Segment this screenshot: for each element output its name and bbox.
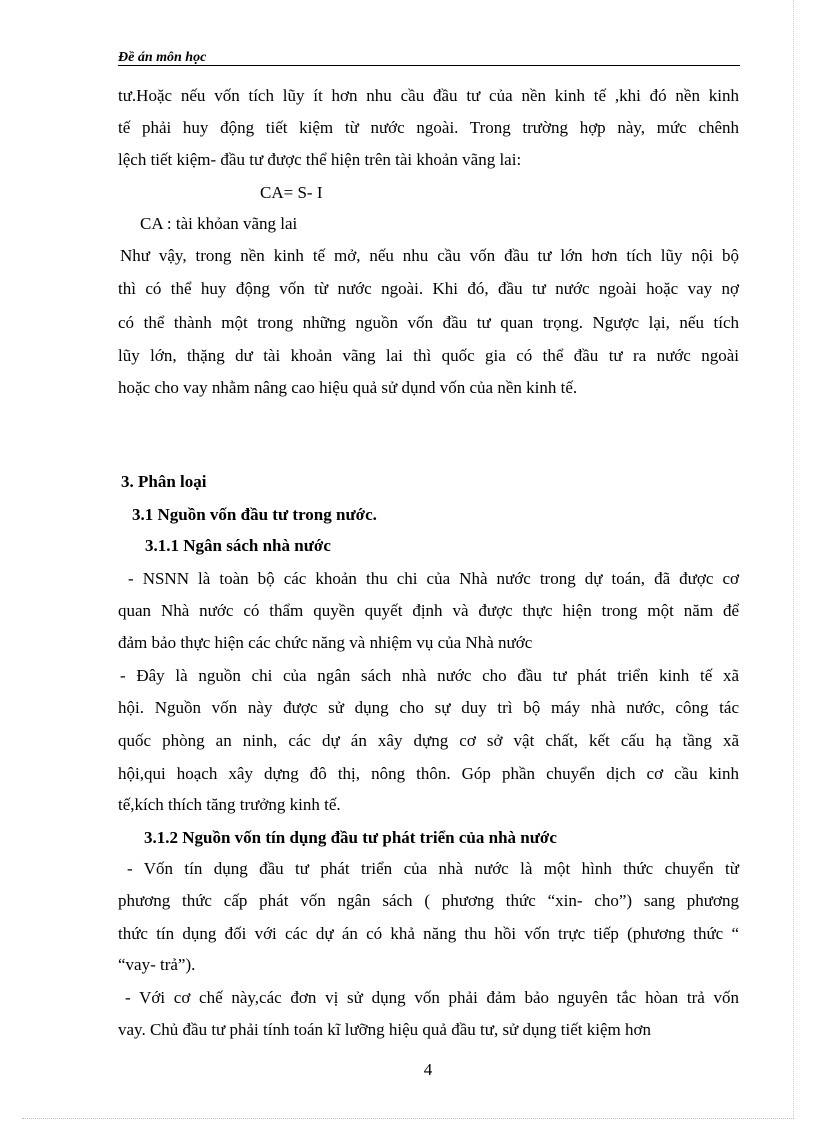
body-line: - Với cơ chế này,các đơn vị sử dụng vốn phải đảm bảo nguyên tắc hòan trả vốn bbox=[125, 988, 739, 1007]
body-line: - NSNN là toàn bộ các khoản thu chi của Nhà nước trong dự toán, đã được cơ bbox=[128, 569, 739, 588]
body-line: tế phải huy động tiết kiệm từ nước ngoài. Trong trường hợp này, mức chênh bbox=[118, 118, 739, 137]
subsubsection-heading: 3.1.2 Nguồn vốn tín dụng đầu tư phát triển của nhà nước bbox=[144, 828, 557, 847]
body-line: phương thức cấp phát vốn ngân sách ( phương thức “xin- cho”) sang phương bbox=[118, 891, 739, 910]
page-edge-dotted-rule bbox=[22, 1118, 794, 1119]
body-line: - Đây là nguồn chi của ngân sách nhà nước cho đầu tư phát triển kinh tế xã bbox=[120, 666, 739, 685]
page-edge-dotted-rule-vertical bbox=[793, 0, 794, 1118]
subsection-heading: 3.1 Nguồn vốn đầu tư trong nước. bbox=[132, 505, 377, 524]
body-line: tư.Hoặc nếu vốn tích lũy ít hơn nhu cầu đầu tư của nền kinh tế ,khi đó nền kinh bbox=[118, 86, 739, 105]
body-line: “vay- trả”). bbox=[118, 955, 196, 974]
body-line: đảm bảo thực hiện các chức năng và nhiệm vụ của Nhà nước bbox=[118, 633, 533, 652]
document-header-title: Đề án môn học bbox=[118, 50, 207, 65]
body-line: - Vốn tín dụng đầu tư phát triển của nhà nước là một hình thức chuyển từ bbox=[127, 859, 739, 878]
body-line: hội. Nguồn vốn này được sử dụng cho sự duy trì bộ máy nhà nước, công tác bbox=[118, 698, 739, 717]
body-line: hội,qui hoạch xây dựng đô thị, nông thôn. Góp phần chuyển dịch cơ cầu kinh bbox=[118, 764, 739, 783]
section-heading: 3. Phân loại bbox=[121, 472, 207, 491]
formula-definition: CA : tài khỏan vãng lai bbox=[140, 214, 298, 233]
body-line: Như vậy, trong nền kinh tế mở, nếu nhu cầu vốn đầu tư lớn hơn tích lũy nội bộ bbox=[120, 246, 739, 265]
body-line: thì có thể huy động vốn từ nước ngoài. Khi đó, đầu tư nước ngoài hoặc vay nợ bbox=[118, 279, 739, 298]
body-line: vay. Chủ đầu tư phải tính toán kĩ lưỡng hiệu quả đầu tư, sử dụng tiết kiệm hơn bbox=[118, 1020, 651, 1039]
body-line: hoặc cho vay nhằm nâng cao hiệu quả sử dụnd vốn của nền kinh tế. bbox=[118, 378, 578, 397]
body-line: có thể thành một trong những nguồn vốn đầu tư quan trọng. Ngược lại, nếu tích bbox=[118, 313, 739, 332]
page-number: 4 bbox=[423, 1060, 433, 1079]
header-rule bbox=[118, 65, 740, 66]
body-line: quan Nhà nước có thẩm quyền quyết định và được thực hiện trong một năm để bbox=[118, 601, 739, 620]
body-line: lũy lớn, thặng dư tài khoản vãng lai thì quốc gia có thể đầu tư ra nước ngoài bbox=[118, 346, 739, 365]
subsubsection-heading: 3.1.1 Ngân sách nhà nước bbox=[145, 536, 331, 555]
formula: CA= S- I bbox=[260, 183, 323, 202]
body-line: quốc phòng an ninh, các dự án xây dựng cơ sở vật chất, kết cấu hạ tầng xã bbox=[118, 731, 739, 750]
body-line: thức tín dụng đối với các dự án có khả năng thu hồi vốn trực tiếp (phương thức “ bbox=[118, 924, 739, 943]
body-line: lệch tiết kiệm- đầu tư được thể hiện trên tài khoản vãng lai: bbox=[118, 150, 522, 169]
body-line: tế,kích thích tăng trưởng kinh tế. bbox=[118, 795, 341, 814]
